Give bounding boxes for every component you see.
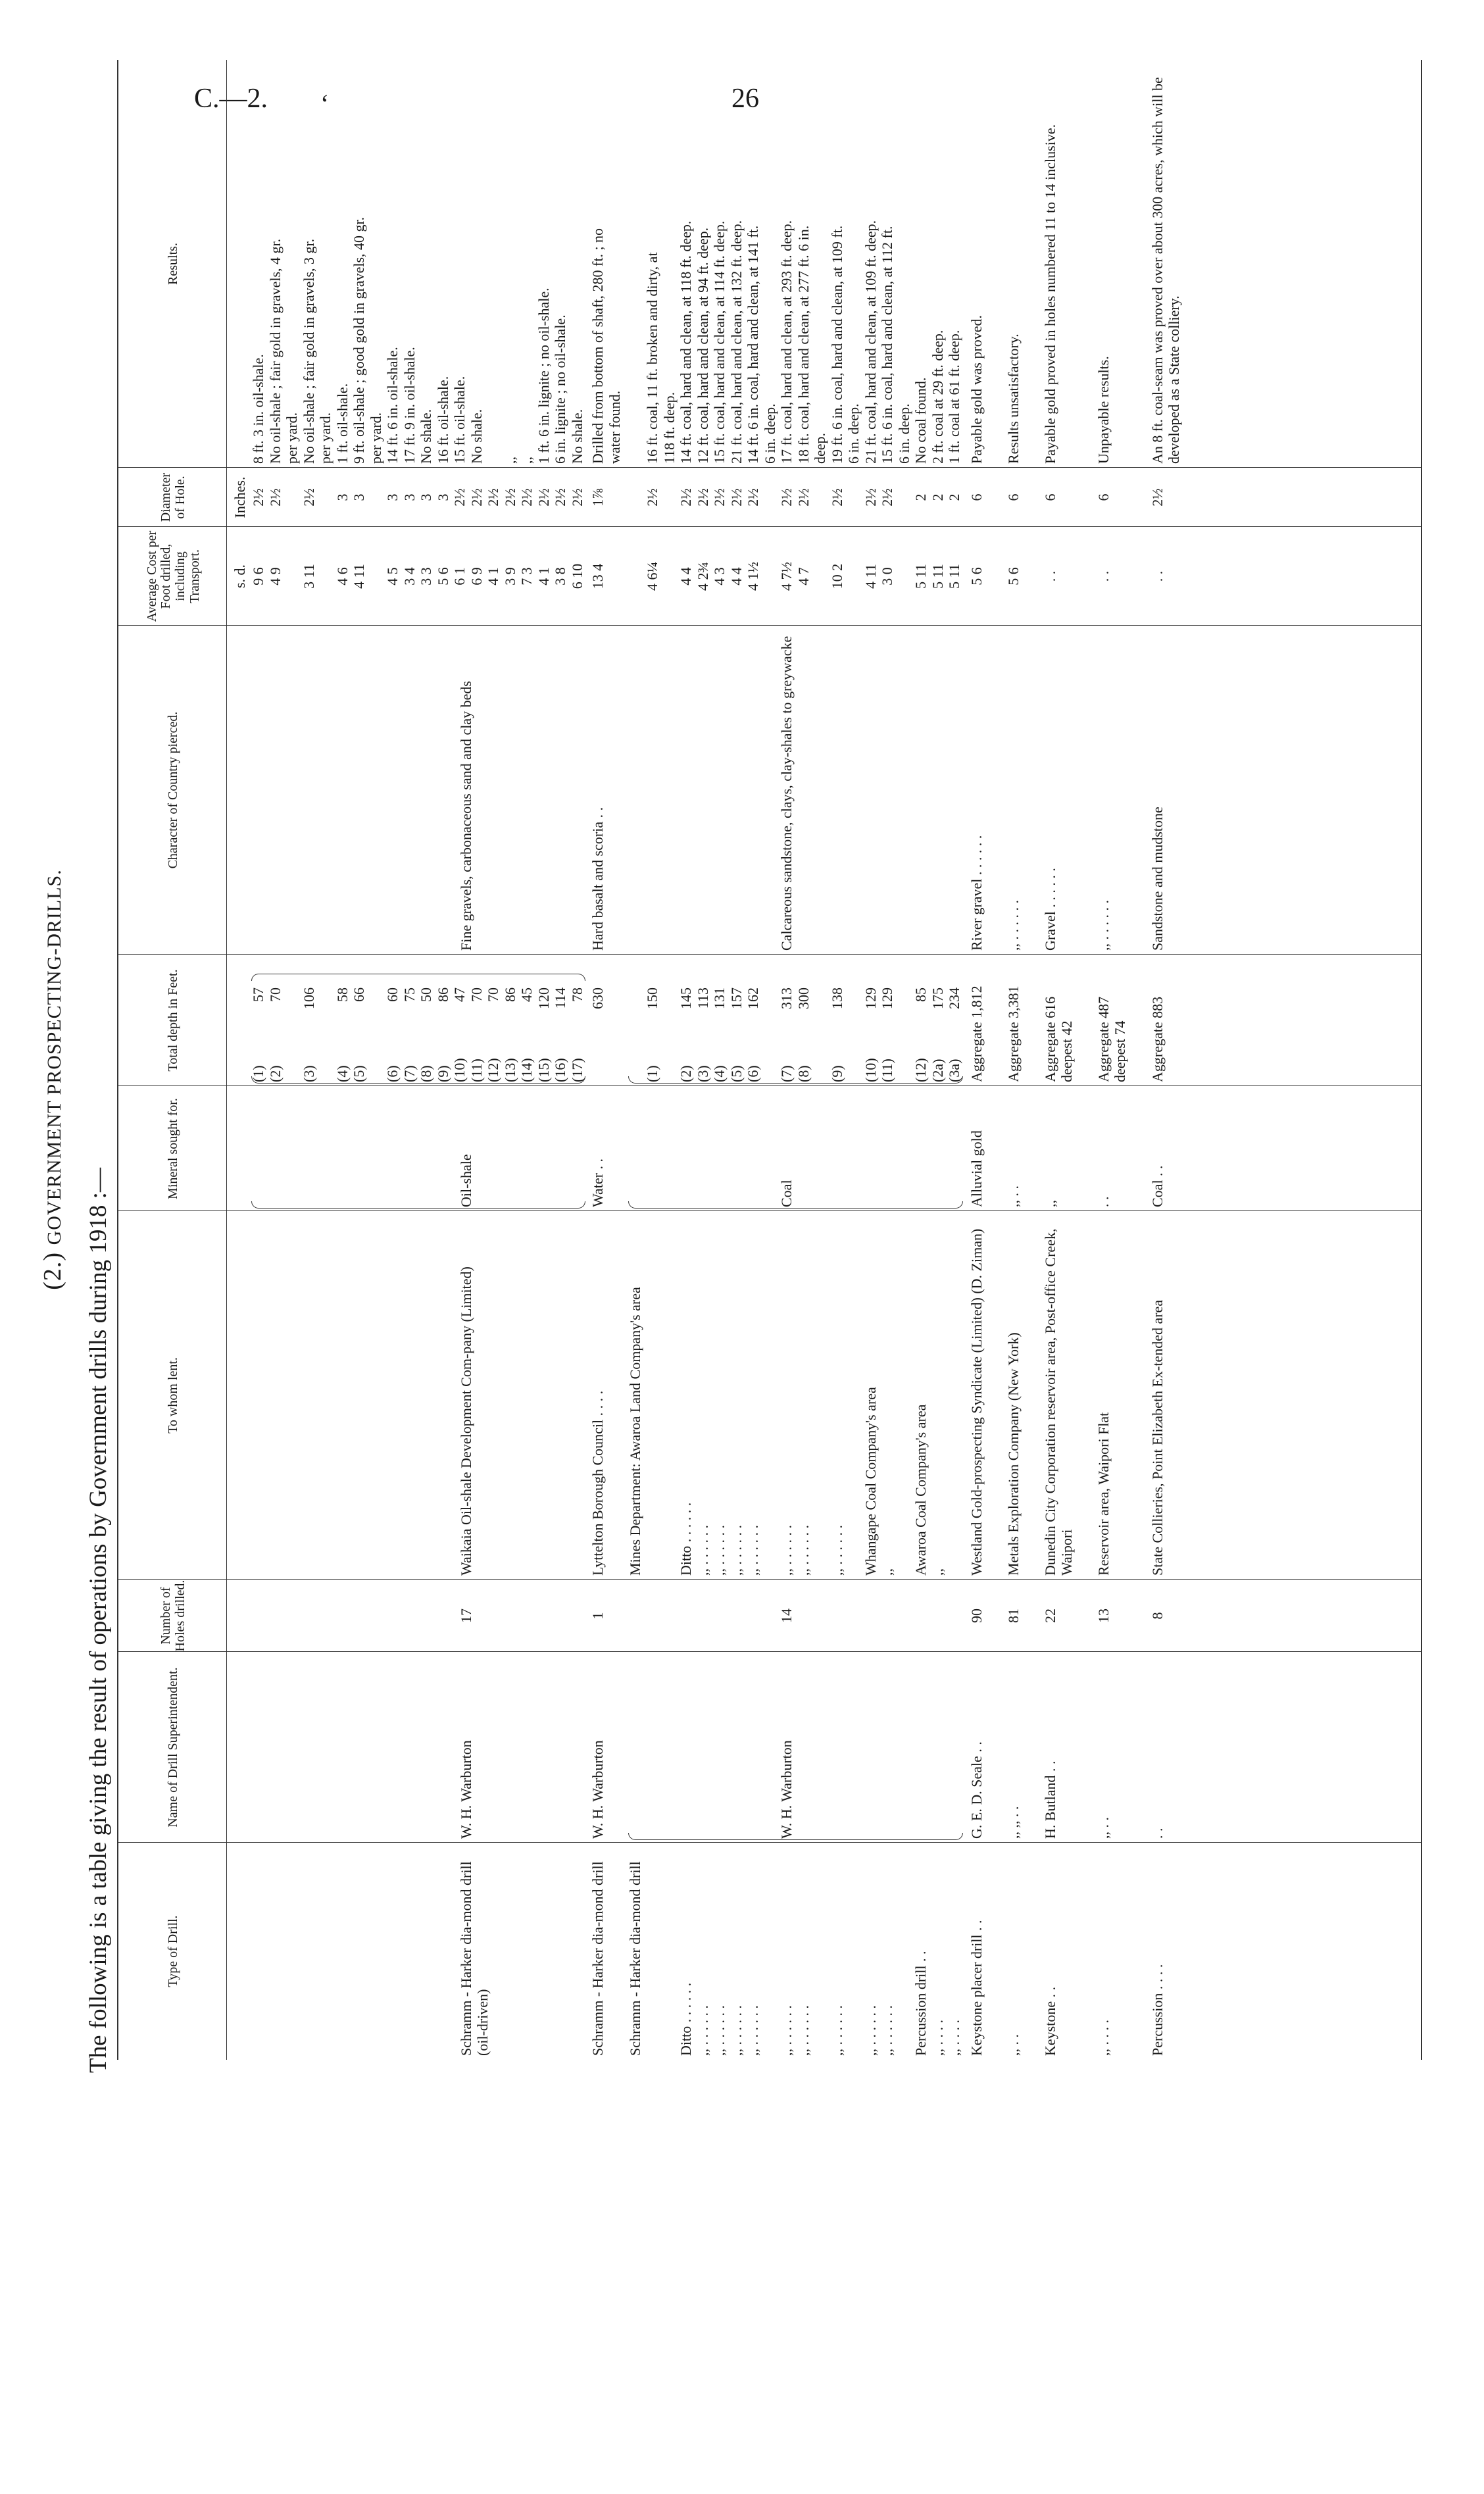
page-code: C.—2.	[194, 84, 268, 114]
cost-per-foot: 5 6	[434, 567, 451, 586]
hole-diameter: 2½	[694, 488, 711, 507]
hole-number: (12)	[912, 1058, 929, 1082]
cost-per-foot: 7 3	[518, 567, 535, 586]
hole-depth: 86	[434, 987, 451, 1002]
hole-depth: 85	[912, 987, 929, 1002]
superintendent: W. H. Warburton	[589, 1740, 606, 1839]
hole-depth: 114	[552, 987, 568, 1009]
superintendent: W. H. Warburton	[458, 1740, 475, 1839]
hole-depth: 300	[795, 987, 812, 1009]
lent-to: ,, . . . . . .	[795, 1525, 812, 1576]
country-pierced: ,, . . . . . .	[1095, 900, 1112, 951]
result-text: 6 in. deep.	[761, 403, 778, 464]
lent-to: ,, . . . . . .	[711, 1525, 728, 1576]
result-text: 1 ft. oil-shale.	[334, 383, 351, 464]
group-brace	[628, 1833, 963, 1840]
hole-diameter: 2½	[250, 488, 266, 507]
hole-diameter: 6	[968, 493, 985, 501]
hole-depth: 86	[501, 987, 518, 1002]
hole-depth: 78	[568, 987, 585, 1002]
column-rule	[118, 625, 1421, 626]
hole-depth: 60	[384, 987, 401, 1002]
hole-depth: 150	[644, 987, 660, 1009]
column-header: Average Cost per Foot drilled, including Transport.	[121, 527, 227, 626]
column-header: Mineral sought for.	[121, 1086, 227, 1211]
unit-inches: Inches.	[232, 476, 248, 518]
cost-per-foot: 10 2	[828, 563, 845, 589]
cost-per-foot: . .	[1041, 570, 1058, 582]
cost-per-foot: 4 6	[334, 567, 351, 586]
holes-drilled: 8	[1149, 1612, 1166, 1620]
column-rule	[118, 1210, 1421, 1211]
cost-per-foot: 4 7	[795, 567, 812, 586]
hole-depth: 138	[828, 987, 845, 1009]
lent-to: ,, . . . . . .	[694, 1525, 711, 1576]
hole-diameter: 3	[384, 493, 401, 501]
hole-depth: 70	[266, 987, 284, 1002]
lent-to: ,, . . . . . .	[828, 1525, 845, 1576]
result-text: 19 ft. 6 in. coal, hard and clean, at 109 ft.	[828, 225, 845, 464]
result-text: No oil-shale ; fair gold in gravels, 3 gr.	[300, 238, 317, 464]
drill-type: ,, . . . . . .	[795, 2005, 812, 2056]
cost-per-foot: 5 6	[968, 567, 985, 586]
hole-depth: Aggregate 1,812	[968, 985, 985, 1082]
hole-number: (8)	[418, 1065, 434, 1082]
result-text: water found.	[606, 390, 623, 464]
result-text: 16 ft. oil-shale.	[434, 376, 451, 464]
drill-type: ,, . . . . . .	[879, 2005, 895, 2056]
cost-per-foot: 3 0	[879, 567, 895, 586]
hole-number: (4)	[334, 1065, 351, 1082]
hole-diameter: 2½	[300, 488, 317, 507]
drill-type: ,, . . . . . .	[694, 2005, 711, 2056]
drill-type: Schramm - Harker dia-mond drill	[627, 1861, 643, 2056]
cost-per-foot: 6 10	[568, 563, 585, 589]
lent-to: Mines Department: Awaroa Land Company's area	[627, 1287, 643, 1576]
group-brace	[628, 1201, 963, 1209]
superintendent: ,, ,, . .	[1004, 1806, 1022, 1839]
drill-type: ,, . . . . . .	[862, 2005, 879, 2056]
hole-depth: 175	[929, 987, 946, 1009]
hole-number: (10)	[451, 1058, 468, 1082]
hole-diameter: 1⅞	[589, 488, 606, 507]
result-text: 21 ft. coal, hard and clean, at 109 ft. deep.	[862, 220, 879, 464]
hole-number: (6)	[384, 1065, 401, 1082]
column-header: Type of Drill.	[121, 1843, 227, 2060]
country-pierced: Hard basalt and scoria . .	[589, 807, 606, 951]
drill-type: Ditto . . . . . .	[678, 1982, 694, 2056]
hole-depth: 129	[879, 987, 895, 1009]
cost-per-foot: 3 3	[418, 567, 434, 586]
cost-per-foot: 4 1	[485, 567, 501, 586]
hole-number: (3a)	[946, 1059, 962, 1082]
result-text: Payable gold proved in holes numbered 11 to 14 inclusive.	[1041, 124, 1058, 464]
hole-number: (10)	[862, 1058, 879, 1082]
cost-per-foot: 4 1	[535, 567, 552, 586]
hole-diameter: 2½	[711, 488, 728, 507]
drill-type: ,, . .	[1004, 2034, 1022, 2056]
result-text: No shale.	[468, 409, 485, 464]
hole-diameter: 2½	[552, 488, 568, 507]
cost-per-foot: 4 11	[351, 564, 367, 589]
intro-text: The following is a table giving the result of operations by Government drills during 1918 :—	[85, 1168, 112, 2073]
hole-diameter: 3	[418, 493, 434, 501]
country-pierced: Sandstone and mudstone	[1149, 807, 1166, 951]
mineral-sought: ,,	[1041, 1200, 1058, 1207]
cost-per-foot: 13 4	[589, 563, 606, 589]
column-header: Character of Country pierced.	[121, 626, 227, 955]
column-header: Number of Holes drilled.	[121, 1580, 227, 1652]
hole-diameter: 3	[434, 493, 451, 501]
hole-diameter: 2½	[468, 488, 485, 507]
hole-number: (16)	[552, 1058, 568, 1082]
result-text: 12 ft. coal, hard and clean, at 94 ft. deep.	[694, 227, 711, 464]
hole-diameter: 2½	[778, 488, 795, 507]
result-text: per yard.	[367, 412, 384, 464]
lent-to: Waikaia Oil-shale Development Com-pany (Limited)	[458, 1266, 475, 1576]
column-header: Diameter of Hole.	[121, 468, 227, 527]
column-rule	[118, 954, 1421, 955]
column-header: To whom lent.	[121, 1211, 227, 1580]
result-text: per yard.	[284, 412, 300, 464]
hole-diameter: 2½	[644, 488, 660, 507]
lent-to: ,, . . . . . .	[745, 1525, 761, 1576]
hole-depth: Aggregate 616 deepest 42	[1041, 996, 1075, 1082]
hole-depth: Aggregate 3,381	[1004, 985, 1022, 1082]
result-text: No shale.	[418, 409, 434, 464]
hole-number: (14)	[518, 1058, 535, 1082]
result-text: 14 ft. 6 in. oil-shale.	[384, 347, 401, 464]
mineral-sought: Oil-shale	[458, 1154, 475, 1207]
hole-depth: 106	[300, 987, 317, 1009]
hole-diameter: 6	[1004, 493, 1022, 501]
hole-depth: 47	[451, 987, 468, 1002]
hole-number: (17)	[568, 1058, 585, 1082]
hole-depth: 70	[468, 987, 485, 1002]
cost-per-foot: . .	[1095, 570, 1112, 582]
drill-type: ,, . . . . . .	[828, 2005, 845, 2056]
column-rule	[118, 1579, 1421, 1580]
section-number: (2.)	[39, 1251, 66, 1290]
hole-number: (9)	[828, 1065, 845, 1082]
hole-number: (3)	[300, 1065, 317, 1082]
column-header: Total depth in Feet.	[121, 955, 227, 1086]
result-text: No shale.	[568, 409, 585, 464]
result-text: Payable gold was proved.	[968, 314, 985, 464]
cost-per-foot: 4 7½	[778, 562, 795, 591]
country-pierced: Calcareous sandstone, clays, clay-shales to greywacke	[778, 636, 795, 951]
superintendent: G. E. D. Seale . .	[968, 1741, 985, 1839]
drill-type: ,, . . . .	[1095, 2020, 1112, 2056]
hole-depth: 50	[418, 987, 434, 1002]
mineral-sought: Coal . .	[1149, 1165, 1166, 1207]
hole-brace	[251, 974, 585, 981]
drill-type: ,, . . . . . .	[728, 2005, 745, 2056]
hole-diameter: 3	[334, 493, 351, 501]
column-header: Name of Drill Superintendent.	[121, 1652, 227, 1843]
drill-type: Schramm - Harker dia-mond drill (oil-driven)	[458, 1861, 491, 2056]
hole-diameter: 2½	[451, 488, 468, 507]
hole-diameter: 2½	[518, 488, 535, 507]
hole-diameter: 2	[912, 493, 929, 501]
cost-per-foot: 5 11	[929, 564, 946, 589]
hole-number: (6)	[745, 1065, 761, 1082]
column-rule	[118, 1651, 1421, 1652]
drill-type: ,, . . . . . .	[745, 2005, 761, 2056]
hole-brace	[628, 1076, 963, 1084]
cost-per-foot: 4 3	[711, 567, 728, 586]
cost-per-foot: 4 11	[862, 564, 879, 589]
result-text: deep.	[812, 432, 828, 464]
hole-depth: 313	[778, 987, 795, 1009]
drill-type: ,, . . . .	[946, 2020, 962, 2056]
hole-diameter: 2½	[795, 488, 812, 507]
hole-diameter: 2½	[485, 488, 501, 507]
mineral-sought: Coal	[778, 1180, 795, 1207]
superintendent: ,, . .	[1095, 1817, 1112, 1839]
cost-per-foot: 5 6	[1004, 567, 1022, 586]
hole-diameter: 6	[1041, 493, 1058, 501]
hole-depth: 145	[678, 987, 694, 1009]
holes-drilled: 17	[458, 1609, 475, 1623]
lent-to: Lyttelton Borough Council . . . .	[589, 1390, 606, 1576]
hole-number: (13)	[501, 1058, 518, 1082]
lent-to: ,,	[929, 1568, 946, 1576]
country-pierced: Fine gravels, carbonaceous sand and clay beds	[458, 681, 475, 951]
cost-per-foot: 4 1½	[745, 562, 761, 591]
hole-diameter: 2	[946, 493, 962, 501]
cost-per-foot: 3 4	[401, 567, 418, 586]
result-text: No coal found.	[912, 377, 929, 464]
hole-diameter: 3	[351, 493, 367, 501]
cost-per-foot: 3 11	[300, 564, 317, 589]
mineral-sought: . .	[1095, 1196, 1112, 1207]
cost-per-foot: 6 9	[468, 567, 485, 586]
hole-diameter: 2½	[728, 488, 745, 507]
hole-depth: 129	[862, 987, 879, 1009]
country-pierced: River gravel . . . . . .	[968, 835, 985, 951]
lent-to: ,, . . . . . .	[778, 1525, 795, 1576]
hole-number: (1)	[250, 1065, 266, 1082]
hole-number: (2)	[266, 1065, 284, 1082]
cost-per-foot: 5 11	[946, 564, 962, 589]
cost-per-foot: 9 6	[250, 567, 266, 586]
group-brace	[251, 1201, 585, 1209]
holes-drilled: 1	[589, 1612, 606, 1620]
hole-number: (2a)	[929, 1059, 946, 1082]
cost-per-foot: . .	[1149, 570, 1166, 582]
hole-depth: 131	[711, 987, 728, 1009]
result-text: 21 ft. coal, hard and clean, at 132 ft. deep.	[728, 220, 745, 464]
hole-number: (1)	[644, 1065, 660, 1082]
result-text: 9 ft. oil-shale ; good gold in gravels, 40 gr.	[351, 216, 367, 464]
hole-depth: 75	[401, 987, 418, 1002]
superintendent: W. H. Warburton	[778, 1740, 795, 1839]
drill-type: ,, . . . . . .	[778, 2005, 795, 2056]
result-text: Drilled from bottom of shaft, 280 ft. ; no	[589, 228, 606, 464]
hole-depth: Aggregate 487 deepest 74	[1095, 996, 1129, 1082]
holes-drilled: 81	[1004, 1609, 1022, 1623]
cost-per-foot: 4 4	[678, 567, 694, 586]
drill-type: Percussion . . . .	[1149, 1964, 1166, 2056]
mineral-sought: Water . .	[589, 1159, 606, 1207]
lent-to: ,, . . . . . .	[728, 1525, 745, 1576]
hole-diameter: 2½	[862, 488, 879, 507]
lent-to: Reservoir area, Waipori Flat	[1095, 1412, 1112, 1576]
hole-number: (11)	[879, 1059, 895, 1082]
drill-type: Percussion drill . .	[912, 1951, 929, 2056]
drill-type: ,, . . . .	[929, 2020, 946, 2056]
hole-number: (7)	[778, 1065, 795, 1082]
hole-number: (5)	[351, 1065, 367, 1082]
column-rule	[118, 467, 1421, 468]
hole-number: (8)	[795, 1065, 812, 1082]
lent-to: Metals Exploration Company (New York)	[1004, 1332, 1022, 1576]
column-header: Results.	[121, 60, 227, 468]
result-text: 118 ft. deep.	[660, 391, 678, 464]
result-text: 8 ft. 3 in. oil-shale.	[250, 354, 266, 464]
holes-drilled: 14	[778, 1609, 795, 1623]
result-text: 15 ft. oil-shale.	[451, 376, 468, 464]
hole-brace	[251, 1076, 585, 1084]
hole-depth: 57	[250, 987, 266, 1002]
country-pierced: ,, . . . . . .	[1004, 900, 1022, 951]
hole-diameter: 2½	[1149, 488, 1166, 507]
hole-diameter: 2½	[535, 488, 552, 507]
result-text: 14 ft. coal, hard and clean, at 118 ft. deep.	[678, 220, 694, 464]
result-text: Unpayable results.	[1095, 356, 1112, 464]
hole-depth: 630	[589, 987, 606, 1009]
hole-diameter: 2½	[501, 488, 518, 507]
result-text: 6 in. deep.	[895, 403, 912, 464]
margin-mark: ‘	[320, 89, 330, 118]
cost-per-foot: 4 5	[384, 567, 401, 586]
result-text: 15 ft. 6 in. coal, hard and clean, at 112 ft.	[879, 226, 895, 464]
hole-number: (2)	[678, 1065, 694, 1082]
result-text: ,,	[501, 457, 518, 464]
result-text: 18 ft. coal, hard and clean, at 277 ft. 6 in.	[795, 225, 812, 464]
cost-per-foot: 3 9	[501, 567, 518, 586]
lent-to: State Collieries, Point Elizabeth Ex-tended area	[1149, 1299, 1166, 1576]
page-number: 26	[731, 84, 759, 114]
hole-diameter: 6	[1095, 493, 1112, 501]
hole-diameter: 3	[401, 493, 418, 501]
hole-diameter: 2½	[879, 488, 895, 507]
lent-to: Whangape Coal Company's area	[862, 1387, 879, 1576]
hole-diameter: 2	[929, 493, 946, 501]
result-text: 1 ft. 6 in. lignite ; no oil-shale.	[535, 287, 552, 464]
hole-number: (9)	[434, 1065, 451, 1082]
superintendent: H. Butland . .	[1041, 1760, 1058, 1839]
drills-table	[117, 60, 1422, 2060]
country-pierced: Gravel . . . . . .	[1041, 868, 1058, 951]
hole-depth: 45	[518, 987, 535, 1002]
cost-per-foot: 3 8	[552, 567, 568, 586]
cost-per-foot: 4 9	[266, 567, 284, 586]
result-text: 16 ft. coal, 11 ft. broken and dirty, at	[644, 252, 660, 464]
unit-shillings-pence: s. d.	[232, 564, 248, 589]
lent-to: Ditto . . . . . .	[678, 1502, 694, 1576]
section-heading: GOVERNMENT PROSPECTING-DRILLS.	[43, 869, 65, 1245]
hole-number: (11)	[468, 1059, 485, 1082]
hole-number: (7)	[401, 1065, 418, 1082]
lent-to: Westland Gold-prospecting Syndicate (Limited) (D. Ziman)	[968, 1228, 985, 1576]
cost-per-foot: 4 6¼	[644, 562, 660, 591]
hole-number: (15)	[535, 1058, 552, 1082]
hole-depth: 70	[485, 987, 501, 1002]
result-text: 17 ft. 9 in. oil-shale.	[401, 347, 418, 464]
cost-per-foot: 4 2¾	[694, 562, 711, 591]
hole-depth: 58	[334, 987, 351, 1002]
holes-drilled: 22	[1041, 1609, 1058, 1623]
hole-number: (5)	[728, 1065, 745, 1082]
hole-diameter: 2½	[828, 488, 845, 507]
hole-diameter: 2½	[678, 488, 694, 507]
column-rule	[118, 1085, 1421, 1086]
cost-per-foot: 6 1	[451, 567, 468, 586]
hole-depth: 66	[351, 987, 367, 1002]
result-text: Results unsatisfactory.	[1004, 334, 1022, 464]
column-rule	[118, 526, 1421, 527]
drill-type: Keystone . .	[1041, 1986, 1058, 2056]
result-text: 17 ft. coal, hard and clean, at 293 ft. deep.	[778, 220, 795, 464]
drill-type: Schramm - Harker dia-mond drill	[589, 1861, 606, 2056]
hole-number: (3)	[694, 1065, 711, 1082]
result-text: 14 ft. 6 in. coal, hard and clean, at 141 ft.	[745, 225, 761, 464]
hole-diameter: 2½	[568, 488, 585, 507]
column-rule	[118, 1842, 1421, 1843]
result-text: An 8 ft. coal-seam was proved over about 300 acres, which will be developed as a State colliery.	[1149, 77, 1182, 464]
mineral-sought: ,, . .	[1004, 1185, 1022, 1207]
lent-to: Dunedin City Corporation reservoir area, Post-office Creek, Waipori	[1041, 1228, 1075, 1576]
mineral-sought: Alluvial gold	[968, 1130, 985, 1207]
hole-number: (4)	[711, 1065, 728, 1082]
hole-depth: 162	[745, 987, 761, 1009]
hole-depth: 157	[728, 987, 745, 1009]
result-text: ,,	[518, 457, 535, 464]
result-text: 2 ft. coal at 29 ft. deep.	[929, 330, 946, 464]
drill-type: Keystone placer drill . .	[968, 1920, 985, 2056]
hole-depth: 113	[694, 987, 711, 1009]
cost-per-foot: 5 11	[912, 564, 929, 589]
lent-to: Awaroa Coal Company's area	[912, 1404, 929, 1576]
hole-depth: 120	[535, 987, 552, 1009]
hole-number: (12)	[485, 1058, 501, 1082]
cost-per-foot: 4 4	[728, 567, 745, 586]
hole-diameter: 2½	[266, 488, 284, 507]
holes-drilled: 13	[1095, 1609, 1112, 1623]
result-text: 1 ft. coal at 61 ft. deep.	[946, 330, 962, 464]
result-text: 6 in. deep.	[845, 403, 862, 464]
lent-to: ,,	[879, 1568, 895, 1576]
section-title	[38, 126, 67, 2033]
result-text: per yard.	[317, 412, 334, 464]
result-text: 6 in. lignite ; no oil-shale.	[552, 314, 568, 464]
result-text: 15 ft. coal, hard and clean, at 114 ft. deep.	[711, 220, 728, 464]
hole-depth: Aggregate 883	[1149, 996, 1166, 1082]
holes-drilled: 90	[968, 1609, 985, 1623]
result-text: No oil-shale ; fair gold in gravels, 4 gr.	[266, 238, 284, 464]
superintendent: . .	[1149, 1828, 1166, 1839]
hole-depth: 234	[946, 987, 962, 1009]
drill-type: ,, . . . . . .	[711, 2005, 728, 2056]
hole-diameter: 2½	[745, 488, 761, 507]
